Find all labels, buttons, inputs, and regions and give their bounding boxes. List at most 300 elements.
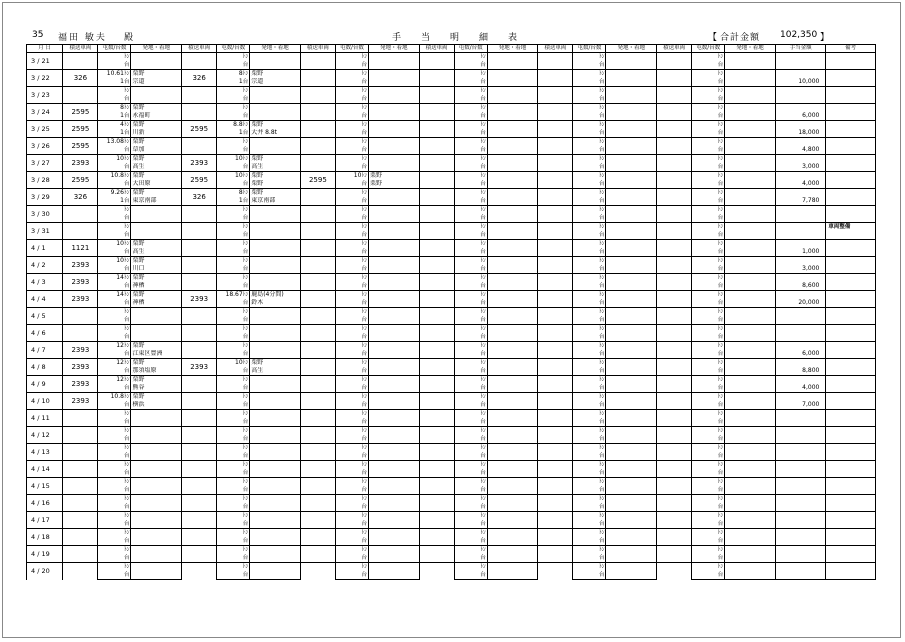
vehicle-cell: 2393 (63, 376, 98, 393)
destination-cell (725, 333, 776, 342)
memo-cell-blank (826, 452, 876, 461)
qty-ton-cell (454, 495, 487, 504)
destination-cell (131, 231, 182, 240)
origin-cell (725, 512, 776, 521)
origin-cell (368, 563, 419, 572)
unit-count: 1 (120, 112, 124, 119)
vehicle-cell (300, 223, 335, 240)
unit-dai: 台 (361, 572, 367, 578)
qty-unit-cell (98, 95, 131, 104)
qty-unit-cell (573, 265, 606, 274)
unit-dai: 台 (480, 572, 486, 578)
ton-unit: ﾄﾝ (361, 360, 367, 366)
ton-unit: ﾄﾝ (361, 122, 367, 128)
ton-unit: ﾄﾝ (717, 190, 724, 196)
qty-unit-cell (692, 401, 725, 410)
destination-cell (606, 95, 657, 104)
memo-cell-blank (826, 571, 876, 580)
destination-cell (368, 61, 419, 70)
qty-ton-cell (692, 410, 725, 419)
ton-unit: ﾄﾝ (123, 309, 130, 315)
ton-unit: ﾄﾝ (717, 496, 724, 502)
unit-dai: 台 (717, 147, 724, 153)
origin-cell (487, 325, 538, 334)
unit-dai: 台 (480, 538, 486, 544)
unit-dai: 台 (598, 368, 605, 374)
origin-cell (487, 342, 538, 351)
qty-unit-cell (573, 384, 606, 393)
memo-cell (826, 291, 876, 300)
ton-unit: ﾄﾝ (598, 190, 605, 196)
vehicle-cell (538, 461, 573, 478)
ton-unit: ﾄﾝ (717, 309, 724, 315)
qty-unit-cell (98, 78, 131, 87)
destination-cell (725, 350, 776, 359)
unit-dai: 台 (123, 249, 130, 255)
qty-unit-cell (573, 333, 606, 342)
qty-ton-cell (335, 393, 368, 402)
vehicle-cell (657, 70, 692, 87)
vehicle-cell (657, 223, 692, 240)
vehicle-cell (419, 393, 454, 410)
unit-dai: 台 (123, 300, 130, 306)
qty-unit-cell (454, 180, 487, 189)
date-cell: 3 / 22 (27, 70, 63, 87)
destination-cell (725, 418, 776, 427)
ton-unit: ﾄﾝ (123, 71, 130, 77)
ton-unit: ﾄﾝ (242, 190, 249, 196)
unit-dai: 台 (361, 504, 367, 510)
qty-unit-cell (454, 554, 487, 563)
destination-cell (487, 282, 538, 291)
qty-ton-cell (217, 512, 250, 521)
amount-cell: 3,000 (775, 163, 826, 172)
vehicle-cell (63, 478, 98, 495)
destination-cell: 栗野 (368, 180, 419, 189)
origin-cell (250, 546, 301, 555)
destination-cell (606, 282, 657, 291)
unit-count: 1 (120, 129, 124, 136)
origin-cell (725, 274, 776, 283)
qty-ton-cell (217, 189, 250, 198)
header-dest: 発地・着地 (725, 45, 776, 53)
unit-dai: 台 (717, 181, 724, 187)
unit-dai: 台 (717, 232, 724, 238)
ton-unit: ﾄﾝ (717, 479, 724, 485)
qty-unit-cell (573, 197, 606, 206)
amount-cell (775, 554, 826, 563)
origin-cell (725, 223, 776, 232)
ton-unit: ﾄﾝ (598, 258, 605, 264)
destination-cell (487, 129, 538, 138)
vehicle-cell (419, 529, 454, 546)
origin-cell (606, 291, 657, 300)
qty-ton-cell (454, 393, 487, 402)
qty-ton-cell (573, 223, 606, 232)
origin-cell (368, 495, 419, 504)
origin-cell (725, 308, 776, 317)
destination-cell (725, 452, 776, 461)
origin-cell (250, 325, 301, 334)
qty-ton-cell (692, 104, 725, 113)
memo-cell-blank (826, 350, 876, 359)
qty-ton-cell (454, 546, 487, 555)
qty-ton-cell (217, 172, 250, 181)
origin-cell (131, 87, 182, 96)
origin-cell (725, 138, 776, 147)
destination-cell (487, 95, 538, 104)
qty-unit-cell (692, 333, 725, 342)
qty-unit-cell (692, 61, 725, 70)
amount-cell (775, 469, 826, 478)
vehicle-cell (538, 274, 573, 291)
destination-cell (368, 503, 419, 512)
ton-unit: ﾄﾝ (717, 173, 724, 179)
origin-cell (368, 53, 419, 62)
vehicle-cell (63, 206, 98, 223)
vehicle-cell (538, 172, 573, 189)
vehicle-cell: 2393 (63, 291, 98, 308)
destination-cell (131, 61, 182, 70)
destination-cell (368, 78, 419, 87)
vehicle-cell (657, 427, 692, 444)
destination-cell (487, 367, 538, 376)
qty-ton-cell (573, 478, 606, 487)
destination-cell (368, 197, 419, 206)
vehicle-cell (419, 206, 454, 223)
origin-cell (250, 223, 301, 232)
origin-cell (725, 325, 776, 334)
ton-unit: ﾄﾝ (242, 224, 249, 230)
amount-cell: 4,000 (775, 180, 826, 189)
qty-ton-cell (692, 512, 725, 521)
destination-cell (725, 469, 776, 478)
destination-cell: 川新 (131, 129, 182, 138)
qty-unit-cell (98, 299, 131, 308)
memo-cell (826, 155, 876, 164)
unit-count: 1 (120, 197, 124, 204)
destination-cell (250, 231, 301, 240)
qty-ton-cell (692, 308, 725, 317)
amount-cell: 10,000 (775, 78, 826, 87)
unit-dai: 台 (480, 147, 486, 153)
ton-unit: ﾄﾝ (717, 241, 724, 247)
qty-unit-cell (454, 61, 487, 70)
unit-dai: 台 (242, 368, 249, 374)
destination-cell (131, 452, 182, 461)
ton-value: 10.8 (110, 172, 124, 179)
origin-cell (725, 189, 776, 198)
destination-cell (368, 435, 419, 444)
vehicle-cell (63, 529, 98, 546)
qty-unit-cell (454, 520, 487, 529)
ton-unit: ﾄﾝ (123, 207, 130, 213)
qty-ton-cell (692, 546, 725, 555)
unit-dai: 台 (123, 504, 130, 510)
ton-unit: ﾄﾝ (480, 462, 486, 468)
unit-dai: 台 (123, 232, 130, 238)
ton-unit: ﾄﾝ (242, 326, 249, 332)
header-date: 月 日 (27, 45, 63, 53)
qty-unit-cell (98, 333, 131, 342)
vehicle-cell (182, 376, 217, 393)
ton-unit: ﾄﾝ (361, 173, 367, 179)
qty-unit-cell (692, 418, 725, 427)
vehicle-cell (538, 87, 573, 104)
unit-dai: 台 (242, 62, 249, 68)
qty-ton-cell (98, 121, 131, 130)
qty-ton-cell (573, 410, 606, 419)
destination-cell (250, 520, 301, 529)
memo-cell-blank (826, 486, 876, 495)
vehicle-cell (419, 274, 454, 291)
unit-dai: 台 (717, 470, 724, 476)
unit-dai: 台 (123, 385, 130, 391)
unit-dai: 台 (361, 385, 367, 391)
memo-cell (826, 546, 876, 555)
amount-cell (775, 452, 826, 461)
qty-unit-cell (573, 537, 606, 546)
origin-cell (725, 444, 776, 453)
destination-cell (250, 503, 301, 512)
qty-ton-cell (573, 257, 606, 266)
origin-cell: 栗野 (131, 189, 182, 198)
qty-ton-cell (98, 104, 131, 113)
qty-unit-cell (335, 333, 368, 342)
vehicle-cell (300, 308, 335, 325)
qty-unit-cell (98, 367, 131, 376)
table-row (27, 376, 876, 385)
destination-cell (368, 452, 419, 461)
origin-cell (131, 478, 182, 487)
qty-ton-cell (98, 155, 131, 164)
date-cell: 4 / 9 (27, 376, 63, 393)
origin-cell (725, 546, 776, 555)
amount-cell: 18,000 (775, 129, 826, 138)
destination-cell (725, 231, 776, 240)
vehicle-cell (657, 461, 692, 478)
destination-cell (368, 282, 419, 291)
origin-cell (368, 223, 419, 232)
vehicle-cell (63, 495, 98, 512)
ton-unit: ﾄﾝ (242, 292, 249, 298)
destination-cell (131, 418, 182, 427)
header-dest: 発地・着地 (606, 45, 657, 53)
qty-ton-cell (692, 393, 725, 402)
qty-unit-cell (454, 571, 487, 580)
destination-cell (606, 469, 657, 478)
qty-unit-cell (335, 248, 368, 257)
destination-cell (606, 180, 657, 189)
destination-cell (725, 316, 776, 325)
ton-unit: ﾄﾝ (480, 54, 486, 60)
unit-dai: 台 (480, 436, 486, 442)
ton-unit: ﾄﾝ (598, 224, 605, 230)
destination-cell (606, 112, 657, 121)
vehicle-cell (300, 563, 335, 580)
origin-cell (250, 410, 301, 419)
destination-cell: 熊谷 (131, 384, 182, 393)
vehicle-cell (419, 546, 454, 563)
memo-cell (826, 138, 876, 147)
qty-unit-cell (335, 367, 368, 376)
unit-dai: 台 (480, 555, 486, 561)
ton-unit: ﾄﾝ (480, 377, 486, 383)
qty-unit-cell (335, 146, 368, 155)
destination-cell (487, 112, 538, 121)
unit-dai: 台 (480, 283, 486, 289)
unit-dai: 台 (123, 555, 130, 561)
amount-cell: 3,000 (775, 265, 826, 274)
destination-cell (368, 520, 419, 529)
unit-dai: 台 (480, 470, 486, 476)
memo-cell-blank (826, 299, 876, 308)
unit-dai: 台 (717, 419, 724, 425)
vehicle-cell (538, 529, 573, 546)
qty-unit-cell (692, 282, 725, 291)
qty-unit-cell (692, 435, 725, 444)
ton-unit: ﾄﾝ (361, 190, 367, 196)
destination-cell (368, 265, 419, 274)
origin-cell: 栗野 (131, 359, 182, 368)
qty-unit-cell (217, 129, 250, 138)
memo-cell: 車両整備 (826, 223, 876, 232)
origin-cell (606, 53, 657, 62)
unit-dai: 台 (480, 266, 486, 272)
unit-dai: 台 (598, 96, 605, 102)
unit-dai: 台 (242, 113, 249, 119)
qty-ton-cell (692, 359, 725, 368)
ton-unit: ﾄﾝ (598, 139, 605, 145)
qty-ton-cell (98, 172, 131, 181)
unit-dai: 台 (242, 453, 249, 459)
vehicle-cell (419, 563, 454, 580)
ton-unit: ﾄﾝ (480, 258, 486, 264)
qty-unit-cell (454, 248, 487, 257)
vehicle-cell (300, 444, 335, 461)
qty-unit-cell (98, 146, 131, 155)
qty-unit-cell (335, 78, 368, 87)
unit-dai: 台 (242, 572, 249, 578)
vehicle-cell (419, 257, 454, 274)
vehicle-cell (300, 546, 335, 563)
vehicle-cell (538, 444, 573, 461)
ton-unit: ﾄﾝ (123, 462, 130, 468)
unit-dai: 台 (361, 96, 367, 102)
ton-unit: ﾄﾝ (242, 360, 249, 366)
memo-cell (826, 70, 876, 79)
ton-unit: ﾄﾝ (242, 309, 249, 315)
destination-cell (487, 452, 538, 461)
qty-unit-cell (573, 231, 606, 240)
amount-cell: 6,000 (775, 350, 826, 359)
destination-cell (725, 571, 776, 580)
ton-unit: ﾄﾝ (242, 547, 249, 553)
destination-cell (368, 214, 419, 223)
amount-cell (775, 520, 826, 529)
qty-unit-cell (98, 197, 131, 206)
unit-dai: 台 (242, 266, 249, 272)
unit-dai: 台 (242, 334, 249, 340)
unit-dai: 台 (480, 198, 486, 204)
qty-ton-cell (454, 308, 487, 317)
destination-cell: 宗道 (131, 78, 182, 87)
amount-cell-blank (775, 376, 826, 385)
unit-dai: 台 (598, 113, 605, 119)
origin-cell (487, 393, 538, 402)
origin-cell (368, 410, 419, 419)
origin-cell (606, 223, 657, 232)
vehicle-cell (657, 512, 692, 529)
table-row (27, 291, 876, 300)
unit-dai: 台 (361, 538, 367, 544)
vehicle-cell (538, 563, 573, 580)
vehicle-cell (538, 155, 573, 172)
vehicle-cell (300, 206, 335, 223)
vehicle-cell (63, 410, 98, 427)
qty-unit-cell (573, 61, 606, 70)
ton-unit: ﾄﾝ (361, 275, 367, 281)
qty-unit-cell (335, 265, 368, 274)
vehicle-cell (182, 325, 217, 342)
qty-ton-cell (692, 274, 725, 283)
unit-dai: 台 (361, 147, 367, 153)
destination-cell (725, 180, 776, 189)
amount-cell-blank (775, 138, 826, 147)
ton-value: 10.8 (110, 393, 124, 400)
ton-unit: ﾄﾝ (123, 275, 130, 281)
destination-cell: 横浜 (131, 401, 182, 410)
table-row (27, 240, 876, 249)
unit-dai: 台 (598, 79, 605, 85)
ton-unit: ﾄﾝ (361, 411, 367, 417)
origin-cell (725, 240, 776, 249)
origin-cell (606, 325, 657, 334)
qty-ton-cell (573, 359, 606, 368)
vehicle-cell (182, 427, 217, 444)
ton-unit: ﾄﾝ (480, 445, 486, 451)
unit-dai: 台 (598, 198, 605, 204)
qty-unit-cell (217, 554, 250, 563)
ton-unit: ﾄﾝ (480, 190, 486, 196)
ton-unit: ﾄﾝ (598, 156, 605, 162)
ton-unit: ﾄﾝ (480, 224, 486, 230)
unit-dai: 台 (123, 181, 130, 187)
qty-ton-cell (335, 308, 368, 317)
origin-cell (606, 104, 657, 113)
qty-unit-cell (454, 129, 487, 138)
ton-unit: ﾄﾝ (480, 496, 486, 502)
qty-unit-cell (217, 146, 250, 155)
memo-cell-blank (826, 367, 876, 376)
qty-unit-cell (217, 163, 250, 172)
qty-ton-cell (335, 257, 368, 266)
qty-unit-cell (573, 180, 606, 189)
amount-cell (775, 231, 826, 240)
destination-cell (250, 554, 301, 563)
qty-unit-cell (454, 537, 487, 546)
ton-unit: ﾄﾝ (598, 275, 605, 281)
qty-ton-cell (217, 529, 250, 538)
ton-unit: ﾄﾝ (480, 530, 486, 536)
qty-ton-cell (217, 325, 250, 334)
origin-cell (250, 461, 301, 470)
memo-cell-blank (826, 316, 876, 325)
total-bracket-open: 【 (708, 33, 718, 43)
origin-cell (606, 359, 657, 368)
ton-unit: ﾄﾝ (123, 445, 130, 451)
destination-cell (606, 571, 657, 580)
